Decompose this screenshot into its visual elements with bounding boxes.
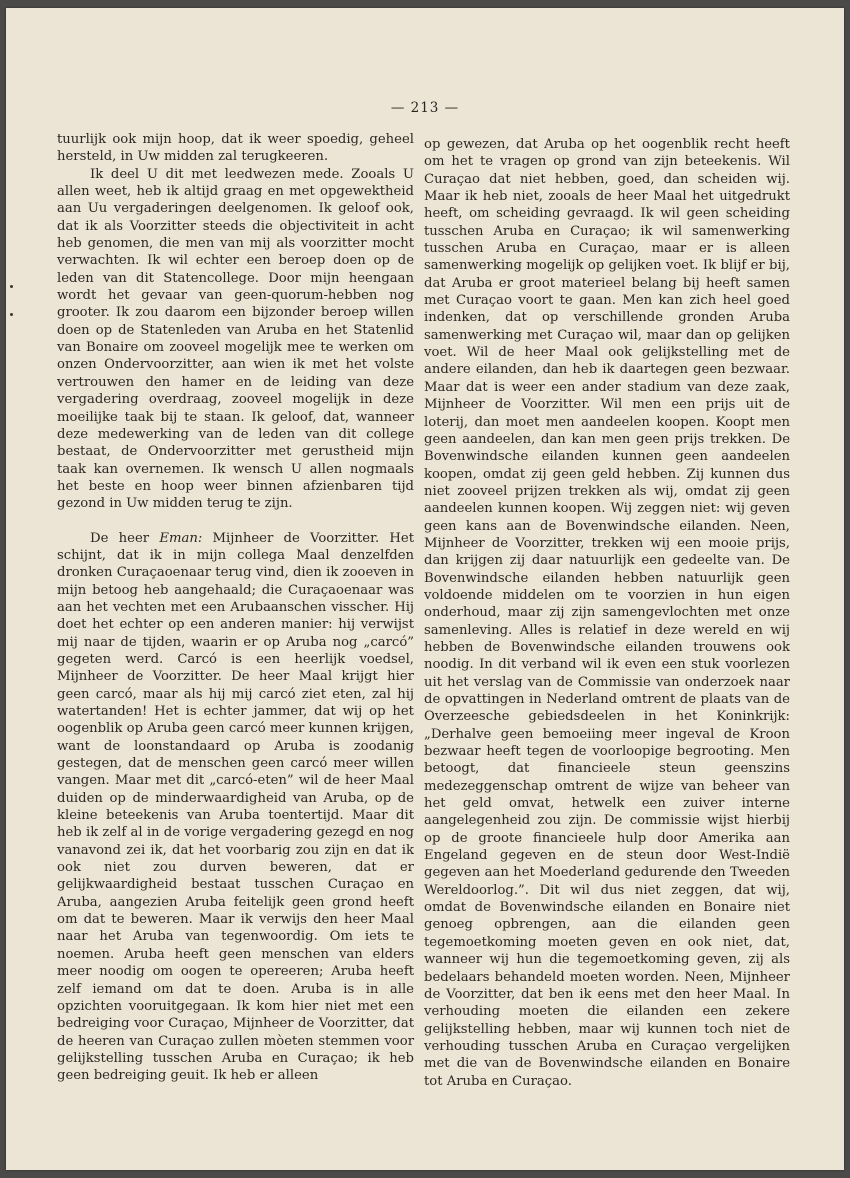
speech-paragraph — [57, 530, 414, 1085]
paragraph: tuurlijk ook mijn hoop, dat ik weer spoedig, geheel hersteld, in Uw midden zal terugkeeren. — [57, 132, 414, 165]
paragraph: op gewezen, dat Aruba op het oogenblik recht heeft om het te vragen op grond van zijn beteekenis. Wil Curaçao dat niet hebben, goed, dan scheiden wij. Maar ik heb niet, zooals de heer Maal het uitgedrukt heeft, om scheiding gevraagd. Ik wil geen scheiding tusschen Aruba en Curaçao; ik wil samenwerking tusschen Aruba en Curaçao, maar er is alleen samenwerking mogelijk op gelijken voet. Ik blijf er bij, dat Aruba er groot materieel belang bij heeft samen met Curaçao voort te gaan. Men kan zich heel goed indenken, dat op verschillende gronden Aruba samenwerking met Curaçao wil, maar dan op gelijken voet. Wil de heer Maal ook gelijkstelling met de andere eilanden, dan heb ik daartegen geen bezwaar. Maar dat is weer een ander stadium van deze zaak, Mijnheer de Voorzitter. Wil men een prijs uit de loterij, dan moet men aandeelen koopen. Koopt men geen aandeelen, dan kan men geen prijs trekken. De Bovenwindsche eilanden kunnen geen aandeelen koopen, omdat zij geen geld hebben. Zij kunnen dus niet zooveel prijzen trekken als wij, omdat zij geen aandeelen kunnen koopen. Wij zeggen niet: wij geven geen kans aan de Bovenwindsche eilanden. Neen, Mijnheer de Voorzitter, trekken wij een mooie prijs, dan krijgen zij daar natuurlijk een gedeelte van. De Bovenwindsche eilanden hebben natuurlijk geen voldoende middelen om te voorzien in hun eigen onderhoud, maar zij zijn samengevlochten met onze samenleving. Alles is relatief in deze wereld en wij hebben de Bovenwindsche eilanden trouwens ook noodig. In dit verband wil ik even een stuk voorlezen uit het verslag van de Commissie van onderzoek naar de opvattingen in Nederland omtrent de plaats van de Overzeesche gebiedsdeelen in het Koninkrijk: „Derhalve geen bemoeiing meer ingeval de Kroon bezwaar heeft tegen de voorloopige begrooting. Men betoogt, dat financieele steun geenszins medezeggenschap omtrent de wijze van beheer van het geld omvat, hetwelk een zuiver interne aangelegenheid zou zijn. De commissie wijst hierbij op de groote financieele hulp door Amerika aan Engeland gegeven en de steun door West-Indië gegeven aan het Moederland gedurende den Tweeden Wereldoorlog.”. Dit wil dus niet zeggen, dat wij, omdat de Bovenwindsche eilanden en Bonaire niet genoeg opbrengen, aan die eilanden geen tegemoetkoming moeten geven en ook niet, dat, wanneer wij hun die tegemoetkoming geven, zij als bedelaars behandeld moeten worden. Neen, Mijnheer de Voorzitter, dat ben ik eens met den heer Maal. In verhouding moeten die eilanden een zekere gelijkstelling hebben, maar wij kunnen toch niet de verhouding tusschen Aruba en Curaçao vergelijken met die van de Bovenwindsche eilanden en Bonaire tot Aruba en Curaçao. — [424, 137, 790, 1089]
document-page — [6, 8, 844, 1170]
right-column — [424, 136, 790, 1090]
speaker-prefix: De heer — [90, 530, 160, 546]
margin-mark — [10, 313, 13, 316]
page-number: — 213 — — [390, 100, 460, 116]
speaker-name: Eman: — [159, 530, 203, 546]
paragraph: Ik deel U dit met leedwezen mede. Zooals U allen weet, heb ik altijd graag en met opgewektheid aan Uu vergaderingen deelgenomen. Ik geloof ook, dat ik als Voorzitter steeds die objectiviteit in acht heb genomen, die men van mij als voorzitter mocht verwachten. Ik wil echter een beroep doen op de leden van dit Statencollege. Door mijn heengaan wordt het gevaar van geen-quorum-hebben nog grooter. Ik zou daarom een bijzonder beroep willen doen op de Statenleden van Aruba en het Statenlid van Bonaire om zooveel mogelijk mee te werken om onzen Ondervoorzitter, aan wien ik met het volste vertrouwen den hamer en de leiding van deze vergadering overdraag, zooveel mogelijk in deze moeilijke taak bij te staan. Ik geloof, dat, wanneer deze medewerking van de leden van dit college bestaat, de Ondervoorzitter met gerustheid mijn taak kan overnemen. Ik wensch U allen nogmaals het beste en hoop weer binnen afzienbaren tijd gezond in Uw midden terug te zijn. — [57, 166, 414, 512]
margin-mark — [10, 285, 13, 288]
speech-text: Mijnheer de Voorzitter. Het schijnt, dat ik in mijn collega Maal denzelfden dronken Curaçaoenaar terug vind, dien ik zooeven in mijn betoog heb aangehaald; die Curaçaoenaar was aan het vechten met een Arubaanschen visscher. Hij doet het echter op een anderen manier: hij verwijst mij naar de tijden, waarin er op Aruba nog „carcó” gegeten werd. Carcó is een heerlijk voedsel, Mijnheer de Voorzitter. De heer Maal krijgt hier geen carcó, maar als hij mij carcó ziet eten, zal hij watertanden! Het is echter jammer, dat wij op het oogenblik op Aruba geen carcó meer kunnen krijgen, want de loonstandaard op Aruba is zoodanig gestegen, dat de menschen geen carcó meer willen vangen. Maar met dit „carcó-eten” wil de heer Maal duiden op de minderwaardigheid van Aruba, op de kleine beteekenis van Aruba toentertijd. Maar dit heb ik zelf al in de vorige vergadering gezegd en nog vanavond zei ik, dat het voorbarig zou zijn en dat ik ook niet zou durven beweren, dat er gelijkwaardigheid bestaat tusschen Curaçao en Aruba, aangezien Aruba feitelijk geen grond heeft om dat te beweren. Maar ik verwijs den heer Maal naar het Aruba van tegenwoordig. Om iets te noemen. Aruba heeft geen menschen van elders meer noodig om oogen te opereeren; Aruba heeft zelf iemand om dat te doen. Aruba is in alle opzichten vooruitgegaan. Ik kom hier niet met een bedreiging voor Curaçao, Mijnheer de Voorzitter, dat de heeren van Curaçao zullen mòeten stemmen voor gelijkstelling tusschen Aruba en Curaçao; ik heb geen bedreiging geuit. Ik heb er alleen — [57, 530, 415, 1084]
left-column — [57, 131, 414, 1085]
